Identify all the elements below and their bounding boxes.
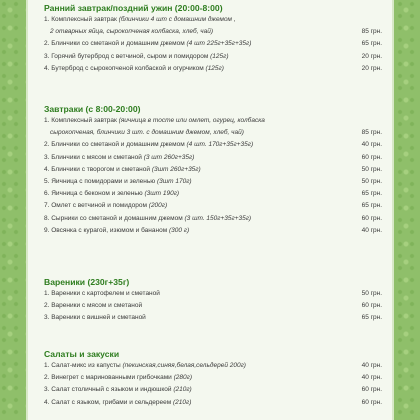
menu-item: 3. Блинчики с мясом и сметаной (3 шт 260г+35г) 60 грн. <box>44 153 382 161</box>
menu-item: 2. Вареники с мясом и сметаной 60 грн. <box>44 302 382 310</box>
menu-item: 3. Горячий бутерброд с ветчиной, сыром и помидором (125г) 20 грн. <box>44 52 382 60</box>
menu-item: 3. Вареники с вишней и сметаной 65 грн. <box>44 314 382 322</box>
section-title: Завтраки (с 8:00-20:00) <box>44 104 141 114</box>
menu-item: 2. Блинчики со сметаной и домашним джемом (4 шт 225г+35г+35г) 65 грн. <box>44 40 382 48</box>
menu-item: 4. Блинчики с творогом и сметаной (3шт 260г+35г) 50 грн. <box>44 165 382 173</box>
menu-item: 2. Блинчики со сметаной и домашним джемом (4 шт. 170г+35г+35г) 40 грн. <box>44 141 382 149</box>
menu-item: 7. Омлет с ветчиной и помидором (200г) 65 грн. <box>44 202 382 210</box>
menu-item: 9. Овсянка с курагой, изюмом и бананом (300 г) 40 грн. <box>44 226 382 234</box>
menu-item: 3. Салат столичный с языком и индюшкой (210г) 60 грн. <box>44 386 382 394</box>
menu-item: 4. Салат с языком, грибами и сельдереем (210г) 60 грн. <box>44 398 382 406</box>
menu-item: 1. Комплексный завтрак (яичница в тосте или омлет, огурец, колбаска <box>44 117 265 124</box>
menu-sheet <box>28 0 392 420</box>
menu-item: 6. Яичница с беконом и зеленью (3шт 190г) 65 грн. <box>44 190 382 198</box>
menu-item: 1. Салат-микс из капусты (пекинская,синяя,белая,сельдерей 200г) 40 грн. <box>44 362 382 369</box>
menu-section-salads <box>44 348 382 409</box>
section-title: Ранний завтрак/поздний ужин (20:00-8:00) <box>44 3 223 13</box>
menu-item: 1. Комплексный завтрак (блинчики 4 шт с домашним джемом , <box>44 16 236 23</box>
menu-item: 8. Сырники со сметаной и домашним джемом (3 шт. 150г+35г+35г) 60 грн. <box>44 214 382 222</box>
menu-section-breakfasts <box>44 103 382 237</box>
menu-item-continued: 2 отварных яйца, сырокопченая колбаска, хлеб, чай) 85 грн. <box>50 28 382 36</box>
menu-item: 4. Бутерброд с сырокопченой колбаской и огурчиком (125г) 20 грн. <box>44 64 382 72</box>
menu-item: 5. Яичница с помидорами и зеленью (3шт 170г) 50 грн. <box>44 177 382 185</box>
menu-item: 2. Винегрет с маринованными грибочками (280г) 40 грн. <box>44 374 382 382</box>
menu-section-early-breakfast <box>44 2 382 75</box>
menu-item: 1. Вареники с картофелем и сметаной 50 грн. <box>44 290 382 297</box>
menu-item-continued: сырокопченая, блинчики 3 шт. с домашним джемом, хлеб, чай) 85 грн. <box>50 129 382 137</box>
section-title: Салаты и закуски <box>44 349 120 359</box>
section-title: Вареники (230г+35г) <box>44 277 130 287</box>
menu-section-vareniki <box>44 276 382 325</box>
